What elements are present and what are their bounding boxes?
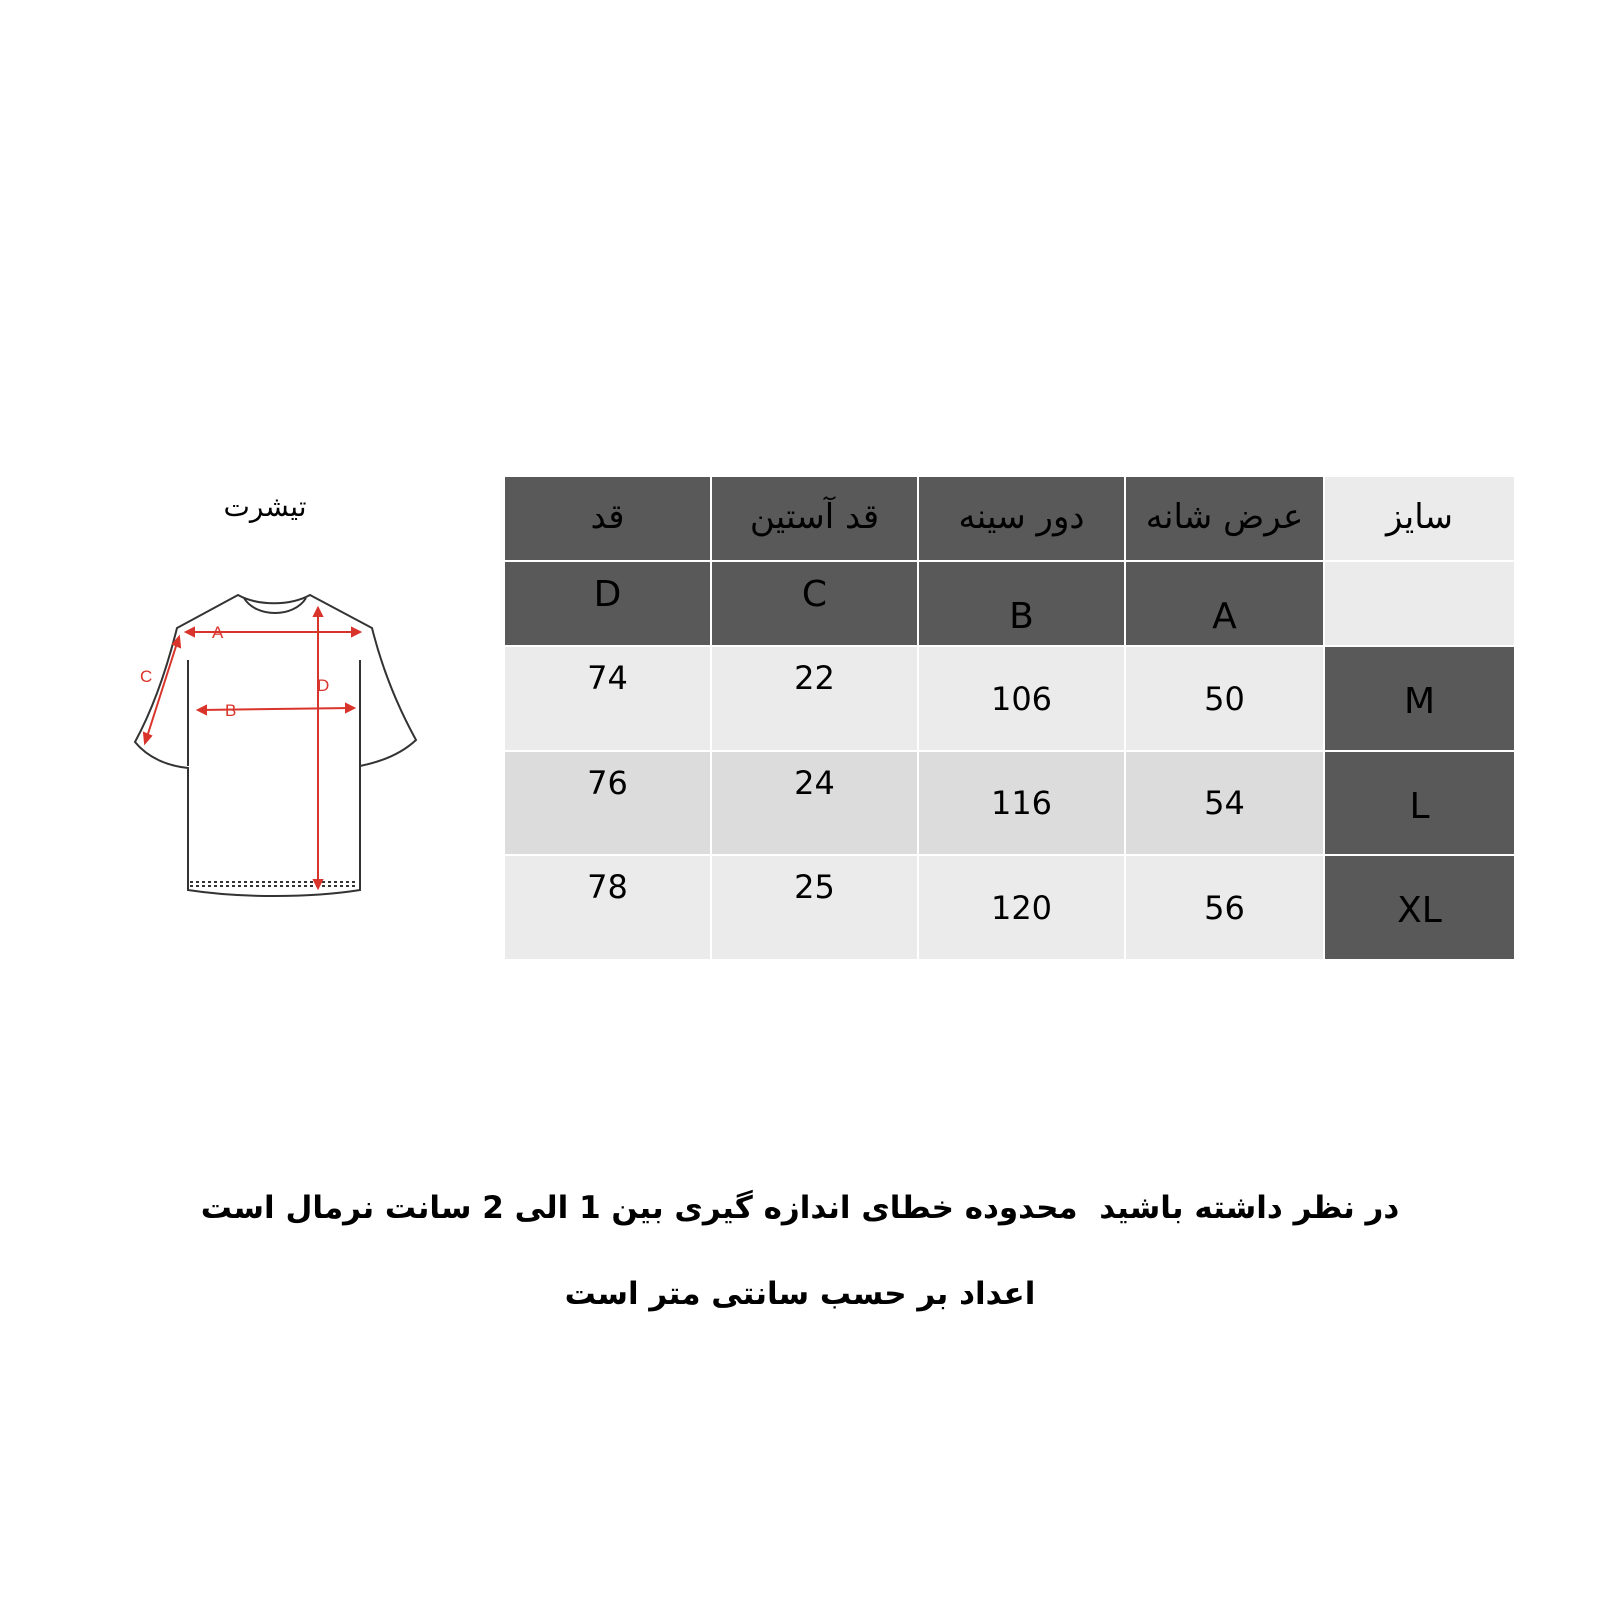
header-shoulder-width: عرض شانه bbox=[1126, 477, 1323, 560]
cell-chest: 120 bbox=[919, 856, 1124, 959]
cell-sleeve-length: 22 bbox=[712, 647, 917, 750]
tshirt-measurement-diagram bbox=[130, 590, 430, 920]
cell-sleeve-length: 24 bbox=[712, 752, 917, 854]
cell-shoulder-width: 54 bbox=[1126, 752, 1323, 854]
letter-length: D bbox=[505, 562, 710, 645]
letter-shoulder-width: A bbox=[1126, 562, 1323, 645]
letter-sleeve-length: C bbox=[712, 562, 917, 645]
diagram-label-d: D bbox=[317, 676, 330, 695]
size-chart-table bbox=[505, 477, 1512, 959]
header-sleeve-length: قد آستین bbox=[712, 477, 917, 560]
header-chest: دور سینه bbox=[919, 477, 1124, 560]
diagram-label-c: C bbox=[140, 667, 153, 686]
cell-sleeve-length: 25 bbox=[712, 856, 917, 959]
cell-length: 78 bbox=[505, 856, 710, 959]
note-measurement-error: در نظر داشته باشید محدوده خطای اندازه گیری بین 1 الی 2 سانت نرمال است bbox=[200, 1190, 1400, 1226]
cell-length: 76 bbox=[505, 752, 710, 854]
cell-shoulder-width: 50 bbox=[1126, 647, 1323, 750]
cell-chest: 116 bbox=[919, 752, 1124, 854]
note-units: اعداد بر حسب سانتی متر است bbox=[564, 1276, 1036, 1312]
letter-size-empty bbox=[1325, 562, 1514, 645]
header-length: قد bbox=[505, 477, 710, 560]
cell-size: M bbox=[1325, 647, 1514, 750]
product-title: تیشرت bbox=[223, 490, 307, 523]
letter-chest: B bbox=[919, 562, 1124, 645]
cell-chest: 106 bbox=[919, 647, 1124, 750]
measurement-arrows bbox=[144, 608, 360, 888]
diagram-label-b: B bbox=[225, 701, 237, 720]
cell-size: L bbox=[1325, 752, 1514, 854]
cell-size: XL bbox=[1325, 856, 1514, 959]
header-size: سایز bbox=[1325, 477, 1514, 560]
diagram-label-a: A bbox=[212, 623, 224, 642]
cell-length: 74 bbox=[505, 647, 710, 750]
cell-shoulder-width: 56 bbox=[1126, 856, 1323, 959]
